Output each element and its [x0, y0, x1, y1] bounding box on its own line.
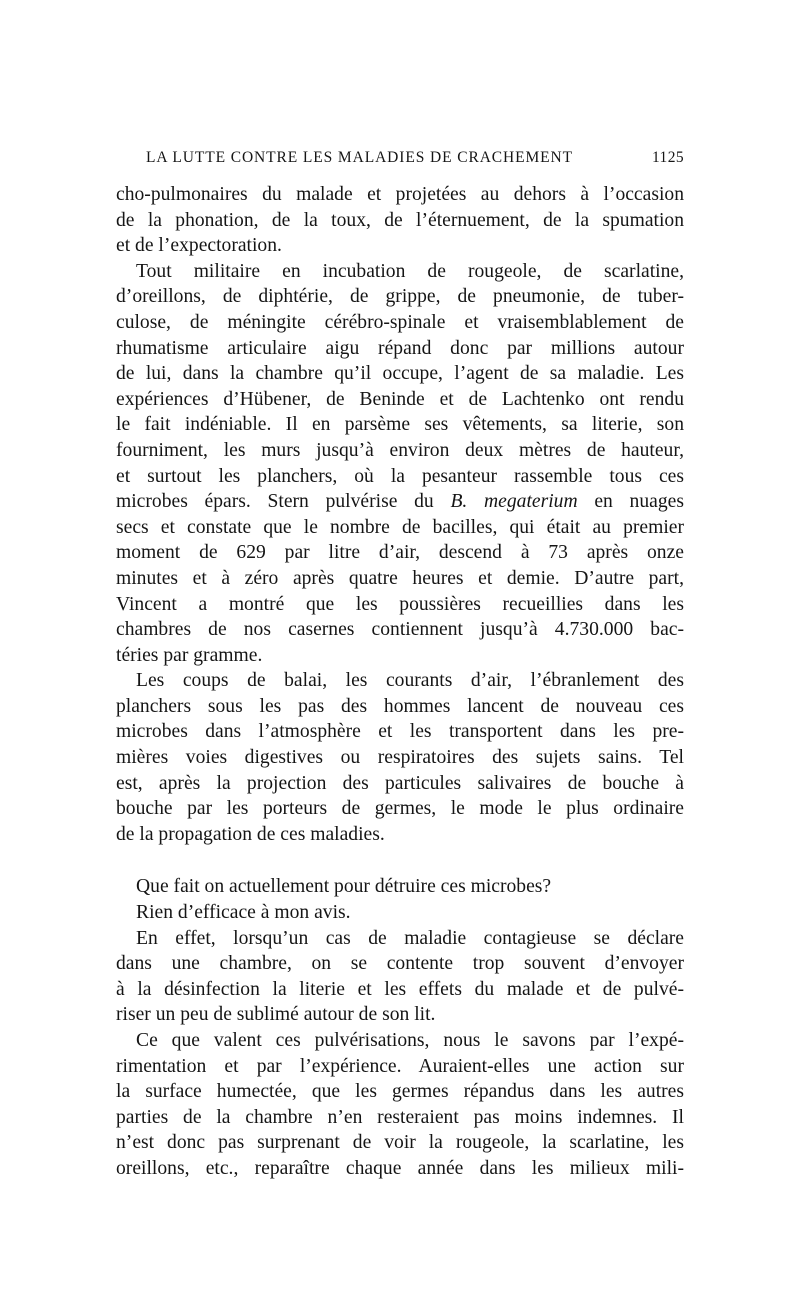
text-line: Tout militaire en incubation de rougeole, de scarlatine,: [136, 260, 684, 282]
running-header: [116, 146, 684, 170]
species-name: B. megaterium: [450, 491, 578, 513]
text-line: minutes et à zéro après quatre heures et demie. D’autre part,: [116, 567, 684, 589]
stern-before: microbes épars. Stern pulvérise du: [116, 491, 434, 513]
text-line: la surface humectée, que les germes répandus dans les autres: [116, 1081, 684, 1103]
section-gap: [116, 847, 684, 874]
text-line: dans une chambre, on se contente trop souvent d’envoyer: [116, 953, 684, 975]
page-number: 1125: [651, 149, 684, 166]
text-line: chambres de nos casernes contiennent jusqu’à 4.730.000 bac-: [116, 619, 684, 641]
paragraph-5: [116, 900, 684, 926]
paragraph-6: [116, 926, 684, 1028]
text-line: de la propagation de ces maladies.: [116, 823, 385, 845]
text-line: bouche par les porteurs de germes, le mode le plus ordinaire: [116, 798, 684, 820]
text-line: expériences d’Hübener, de Beninde et de Lachtenko ont rendu: [116, 388, 684, 410]
text-line: cho-pulmonaires du malade et projetées au dehors à l’occasion: [116, 184, 684, 205]
text-line: secs et constate que le nombre de bacilles, qui était au premier: [116, 516, 684, 538]
text-line: n’est donc pas surprenant de voir la rougeole, la scarlatine, les: [116, 1132, 684, 1154]
stern-after: en nuages: [594, 491, 684, 513]
text-line: rhumatisme articulaire aigu répand donc par millions autour: [116, 337, 684, 359]
text-line: est, après la projection des particules salivaires de bouche à: [116, 772, 684, 794]
text-line: Les coups de balai, les courants d’air, l’ébranlement des: [136, 670, 684, 692]
text-line: En effet, lorsqu’un cas de maladie contagieuse se déclare: [136, 927, 684, 949]
text-line: de la phonation, de la toux, de l’éternuement, de la spumation: [116, 209, 684, 231]
text-line: planchers sous les pas des hommes lancent de nouveau ces: [116, 695, 684, 717]
running-title: LA LUTTE CONTRE LES MALADIES DE CRACHEMENT: [146, 149, 574, 166]
text-line: culose, de méningite cérébro-spinale et vraisemblablement de: [116, 311, 684, 333]
text-line: Vincent a montré que les poussières recueillies dans les: [116, 593, 684, 615]
text-line-italic-species: [116, 489, 684, 515]
text-line: Rien d’efficace à mon avis.: [136, 902, 351, 924]
text-line: Que fait on actuellement pour détruire ces microbes?: [136, 876, 552, 898]
text-line: fourniment, les murs jusqu’à environ deux mètres de hauteur,: [116, 439, 684, 461]
text-line: le fait indéniable. Il en parsème ses vêtements, sa literie, son: [116, 414, 684, 436]
text-line: rimentation et par l’expérience. Auraient-elles une action sur: [116, 1055, 684, 1077]
text-line: riser un peu de sublimé autour de son lit.: [116, 1004, 436, 1026]
paragraph-3: [116, 668, 684, 847]
text-line: de lui, dans la chambre qu’il occupe, l’agent de sa maladie. Les: [116, 363, 684, 385]
text-line: mières voies digestives ou respiratoires des sujets sains. Tel: [116, 747, 684, 769]
text-line: d’oreillons, de diphtérie, de grippe, de pneumonie, de tuber-: [116, 286, 684, 308]
text-line: parties de la chambre n’en resteraient pas moins indemnes. Il: [116, 1106, 684, 1128]
text-line: téries par gramme.: [116, 644, 263, 666]
paragraph-2: [116, 259, 684, 669]
paragraph-7: [116, 1028, 684, 1182]
text-line: Ce que valent ces pulvérisations, nous le savons par l’expé-: [136, 1030, 684, 1051]
text-line: moment de 629 par litre d’air, descend à 73 après onze: [116, 542, 684, 564]
text-line: oreillons, etc., reparaître chaque année dans les milieux mili-: [116, 1157, 684, 1179]
text-line: à la désinfection la literie et les effets du malade et de pulvé-: [116, 978, 684, 1000]
text-line: et de l’expectoration.: [116, 235, 282, 257]
paragraph-4: [116, 874, 684, 900]
text-line: et surtout les planchers, où la pesanteur rassemble tous ces: [116, 465, 684, 487]
book-page: [116, 146, 684, 1182]
text-line: microbes dans l’atmosphère et les transportent dans les pre-: [116, 721, 684, 743]
paragraph-1: [116, 182, 684, 259]
